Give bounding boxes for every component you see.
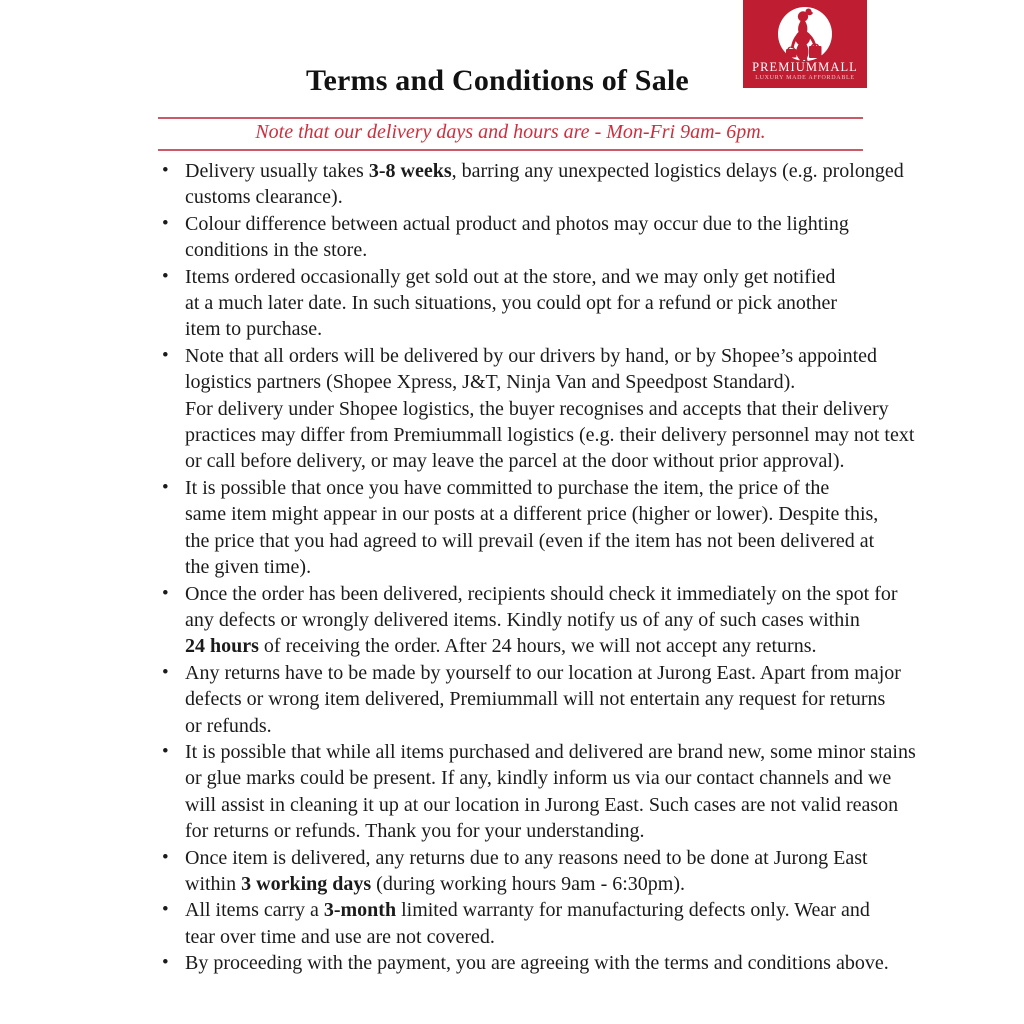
term-item: • It is possible that while all items purchased and delivered are brand new, some minor stains or glue marks could be present. If any, kindly inform us via our contact channels and we will assist in cleaning it up at our location in Jurong East. Such cases are not valid reason for returns or refunds. Thank you for your understanding. — [158, 739, 870, 845]
term-item: • Colour difference between actual product and photos may occur due to the lighting conditions in the store. — [158, 211, 870, 264]
term-item: • Note that all orders will be delivered by our drivers by hand, or by Shopee’s appointed logistics partners (Shopee Xpress, J&T, Ninja Van and Speedpost Standard). For delivery under Shopee logistics, the buyer recognises and accepts that their delivery practices may differ from Premiummall logistics (e.g. their delivery personnel may not text or call before delivery, or may leave the parcel at the door without prior approval). — [158, 343, 870, 475]
divider-top — [158, 117, 863, 119]
term-item: • All items carry a 3-month limited warranty for manufacturing defects only. Wear and tear over time and use are not covered. — [158, 897, 870, 950]
term-item: • Items ordered occasionally get sold out at the store, and we may only get notified at a much later date. In such situations, you could opt for a refund or pick another item to purchase. — [158, 264, 870, 343]
delivery-notice: Note that our delivery days and hours are - Mon-Fri 9am- 6pm. — [255, 121, 766, 143]
term-item: • Once the order has been delivered, recipients should check it immediately on the spot for any defects or wrongly delivered items. Kindly notify us of any of such cases within 24 hours of receiving the order. After 24 hours, we will not accept any returns. — [158, 581, 870, 660]
brand-tagline: LUXURY MADE AFFORDABLE — [755, 75, 855, 81]
term-item: • Delivery usually takes 3-8 weeks, barring any unexpected logistics delays (e.g. prolonged customs clearance). — [158, 158, 870, 211]
page-title: Terms and Conditions of Sale — [306, 64, 689, 97]
term-item: • Any returns have to be made by yourself to our location at Jurong East. Apart from major defects or wrong item delivered, Premiummall will not entertain any request for returns or refunds. — [158, 660, 870, 739]
term-item: • By proceeding with the payment, you are agreeing with the terms and conditions above. — [158, 950, 870, 976]
term-item: • Once item is delivered, any returns due to any reasons need to be done at Jurong East within 3 working days (during working hours 9am - 6:30pm). — [158, 845, 870, 898]
term-item: • It is possible that once you have committed to purchase the item, the price of the same item might appear in our posts at a different price (higher or lower). Despite this, the price that you had agreed to will prevail (even if the item has not been delivered at the given time). — [158, 475, 870, 581]
terms-list — [158, 158, 916, 977]
brand-name: PREMIUMMALL — [752, 60, 858, 74]
divider-bottom — [158, 149, 863, 151]
